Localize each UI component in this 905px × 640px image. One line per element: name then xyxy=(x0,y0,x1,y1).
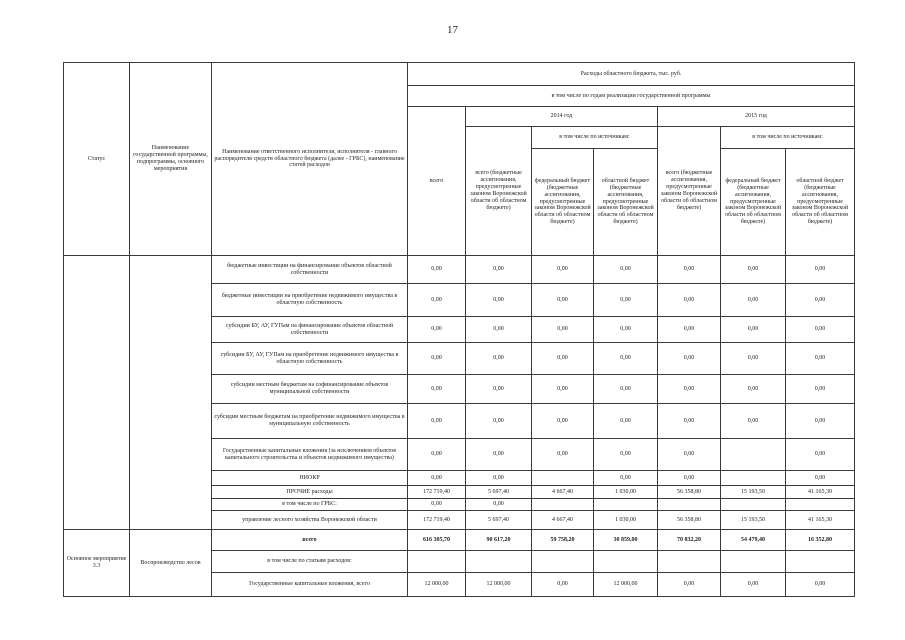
row-value: 12 000,00 xyxy=(594,573,658,597)
row-value xyxy=(466,551,532,573)
row-label: всего xyxy=(212,530,408,551)
row-value xyxy=(786,499,855,511)
row-value: 30 859,00 xyxy=(594,530,658,551)
row-value: 0,00 xyxy=(658,573,721,597)
row-value: 0,00 xyxy=(658,284,721,317)
row-value: 0,00 xyxy=(786,256,855,284)
header-expenses-title: Расходы областного бюджета, тыс. руб. xyxy=(408,63,855,86)
row-value xyxy=(408,551,466,573)
row-value xyxy=(532,471,594,486)
row-value: 0,00 xyxy=(532,317,594,343)
row-value xyxy=(721,439,786,471)
row-value: 0,00 xyxy=(408,343,466,375)
header-incl-sources-2015: в том числе по источникам: xyxy=(721,127,855,149)
row-value: 0,00 xyxy=(408,471,466,486)
row-value: 0,00 xyxy=(658,375,721,404)
header-total-2015: всего (бюджетные ассигнования, предусмотренные законом Воронежской области об областном бюджете) xyxy=(658,127,721,256)
row-value: 0,00 xyxy=(594,256,658,284)
row-value: 172 719,40 xyxy=(408,511,466,530)
row-value: 0,00 xyxy=(532,256,594,284)
row-value xyxy=(786,551,855,573)
row-label: субсидии БУ, АУ, ГУПам на финансирование объектов областной собственности xyxy=(212,317,408,343)
row-value: 0,00 xyxy=(594,284,658,317)
row-label: НИОКР xyxy=(212,471,408,486)
row-value: 0,00 xyxy=(408,439,466,471)
row-value: 0,00 xyxy=(532,375,594,404)
row-value: 5 697,40 xyxy=(466,511,532,530)
row-label: ПРОЧИЕ расходы xyxy=(212,486,408,499)
row-value xyxy=(594,551,658,573)
header-status: Статус xyxy=(64,63,130,256)
header-responsible: Наименование ответственного исполнителя, исполнителя - главного распорядителя средств областного бюджета (далее - ГРБС), наименование статей расходов xyxy=(212,63,408,256)
row-value: 0,00 xyxy=(658,404,721,439)
row-value: 1 030,00 xyxy=(594,486,658,499)
row-value: 0,00 xyxy=(466,499,532,511)
row-value xyxy=(721,551,786,573)
row-value xyxy=(532,499,594,511)
row-value: 4 667,40 xyxy=(532,486,594,499)
row-value: 0,00 xyxy=(408,284,466,317)
row-value: 0,00 xyxy=(658,471,721,486)
header-year-2015: 2015 год xyxy=(658,107,855,127)
header-total: всего xyxy=(408,107,466,256)
row-value: 0,00 xyxy=(466,471,532,486)
header-year-2014: 2014 год xyxy=(466,107,658,127)
row-value: 0,00 xyxy=(408,404,466,439)
row-value: 0,00 xyxy=(721,573,786,597)
row-value xyxy=(532,551,594,573)
header-total-2014: всего (бюджетные ассигнования, предусмотренные законом Воронежской области об областном бюджете) xyxy=(466,127,532,256)
budget-table xyxy=(63,62,855,597)
row-value: 0,00 xyxy=(594,471,658,486)
row-value: 0,00 xyxy=(466,439,532,471)
row-value: 0,00 xyxy=(786,404,855,439)
row-value: 5 697,40 xyxy=(466,486,532,499)
row-value: 616 305,70 xyxy=(408,530,466,551)
row-value: 0,00 xyxy=(532,343,594,375)
row-value: 70 832,20 xyxy=(658,530,721,551)
row-value: 0,00 xyxy=(721,404,786,439)
header-federal-2015: федеральный бюджет (бюджетные ассигнования, предусмотренные законом Воронежской области об областном бюджете) xyxy=(721,149,786,256)
row-value: 0,00 xyxy=(721,375,786,404)
row-label: в том числе по ГРБС: xyxy=(212,499,408,511)
header-by-years: в том числе по годам реализации государственной программы xyxy=(408,86,855,107)
row-value: 0,00 xyxy=(466,256,532,284)
row-value: 0,00 xyxy=(594,343,658,375)
row-value: 0,00 xyxy=(786,439,855,471)
row-value: 41 165,30 xyxy=(786,511,855,530)
row-value xyxy=(721,499,786,511)
row-value: 0,00 xyxy=(786,317,855,343)
row-value: 90 617,20 xyxy=(466,530,532,551)
row-label: бюджетные инвестиции на приобретение недвижимого имущества в областную собственность xyxy=(212,284,408,317)
row-value: 16 352,80 xyxy=(786,530,855,551)
header-program-name: Наименование государственной программы, подпрограммы, основного мероприятия xyxy=(130,63,212,256)
row-value: 0,00 xyxy=(786,573,855,597)
row-label: субсидии БУ, АУ, ГУПам на приобретение недвижимого имущества в областную собственность xyxy=(212,343,408,375)
program-cell-empty xyxy=(130,256,212,530)
row-value: 59 758,20 xyxy=(532,530,594,551)
row-value: 0,00 xyxy=(721,284,786,317)
row-value: 0,00 xyxy=(786,343,855,375)
row-label: субсидии местным бюджетам на приобретение недвижимого имущества в муниципальную собственность xyxy=(212,404,408,439)
row-value: 0,00 xyxy=(594,439,658,471)
row-value: 15 193,50 xyxy=(721,486,786,499)
row-value xyxy=(594,499,658,511)
row-value: 4 667,40 xyxy=(532,511,594,530)
row-value: 172 719,40 xyxy=(408,486,466,499)
row-value: 0,00 xyxy=(466,343,532,375)
header-incl-sources-2014: в том числе по источникам: xyxy=(532,127,658,149)
header-regional-2014: областной бюджет (бюджетные ассигнования, предусмотренные законом Воронежской области об областном бюджете) xyxy=(594,149,658,256)
row-value: 1 030,00 xyxy=(594,511,658,530)
row-value xyxy=(658,551,721,573)
row-value: 0,00 xyxy=(721,317,786,343)
row-value: 0,00 xyxy=(786,284,855,317)
row-label: Государственные капитальные вложения, всего xyxy=(212,573,408,597)
main-event-status: Основное мероприятие 3.3 xyxy=(64,530,130,597)
row-value xyxy=(658,499,721,511)
row-value: 0,00 xyxy=(408,375,466,404)
row-value: 0,00 xyxy=(594,404,658,439)
status-cell-empty xyxy=(64,256,130,530)
row-value: 0,00 xyxy=(721,343,786,375)
row-value: 0,00 xyxy=(408,256,466,284)
row-value: 12 000,00 xyxy=(408,573,466,597)
row-value: 0,00 xyxy=(786,471,855,486)
header-federal-2014: федеральный бюджет (бюджетные ассигнования, предусмотренные законом Воронежской области об областном бюджете) xyxy=(532,149,594,256)
row-value: 12 000,00 xyxy=(466,573,532,597)
row-value: 41 165,30 xyxy=(786,486,855,499)
row-value: 15 193,50 xyxy=(721,511,786,530)
row-value: 0,00 xyxy=(658,439,721,471)
row-value: 56 358,80 xyxy=(658,486,721,499)
row-value: 0,00 xyxy=(658,256,721,284)
row-value xyxy=(721,471,786,486)
row-value: 0,00 xyxy=(658,317,721,343)
row-value: 0,00 xyxy=(786,375,855,404)
row-label: управление лесного хозяйства Воронежской области xyxy=(212,511,408,530)
row-value: 0,00 xyxy=(466,317,532,343)
row-value: 0,00 xyxy=(721,256,786,284)
row-value: 54 479,40 xyxy=(721,530,786,551)
row-value: 0,00 xyxy=(466,404,532,439)
row-label: Государственные капитальные вложения (за исключением объектов капитального строительства и объектов недвижимого имущества) xyxy=(212,439,408,471)
row-value: 0,00 xyxy=(594,375,658,404)
row-value: 0,00 xyxy=(532,284,594,317)
row-value: 0,00 xyxy=(532,404,594,439)
row-value: 0,00 xyxy=(466,284,532,317)
row-label: субсидии местным бюджетам на софинансирование объектов муниципальной собственности xyxy=(212,375,408,404)
row-value: 0,00 xyxy=(408,499,466,511)
row-value: 0,00 xyxy=(466,375,532,404)
row-value: 0,00 xyxy=(658,343,721,375)
page-number: 17 xyxy=(447,24,458,36)
main-event-name: Воспроизводство лесов xyxy=(130,530,212,597)
row-value: 0,00 xyxy=(408,317,466,343)
row-value: 0,00 xyxy=(594,317,658,343)
row-label: бюджетные инвестиции на финансирование объектов областной собственности xyxy=(212,256,408,284)
row-value: 0,00 xyxy=(532,573,594,597)
row-value: 56 358,80 xyxy=(658,511,721,530)
header-regional-2015: областной бюджет (бюджетные ассигнования, предусмотренные законом Воронежской области об областном бюджете) xyxy=(786,149,855,256)
row-label: в том числе по статьям расходов: xyxy=(212,551,408,573)
row-value: 0,00 xyxy=(532,439,594,471)
